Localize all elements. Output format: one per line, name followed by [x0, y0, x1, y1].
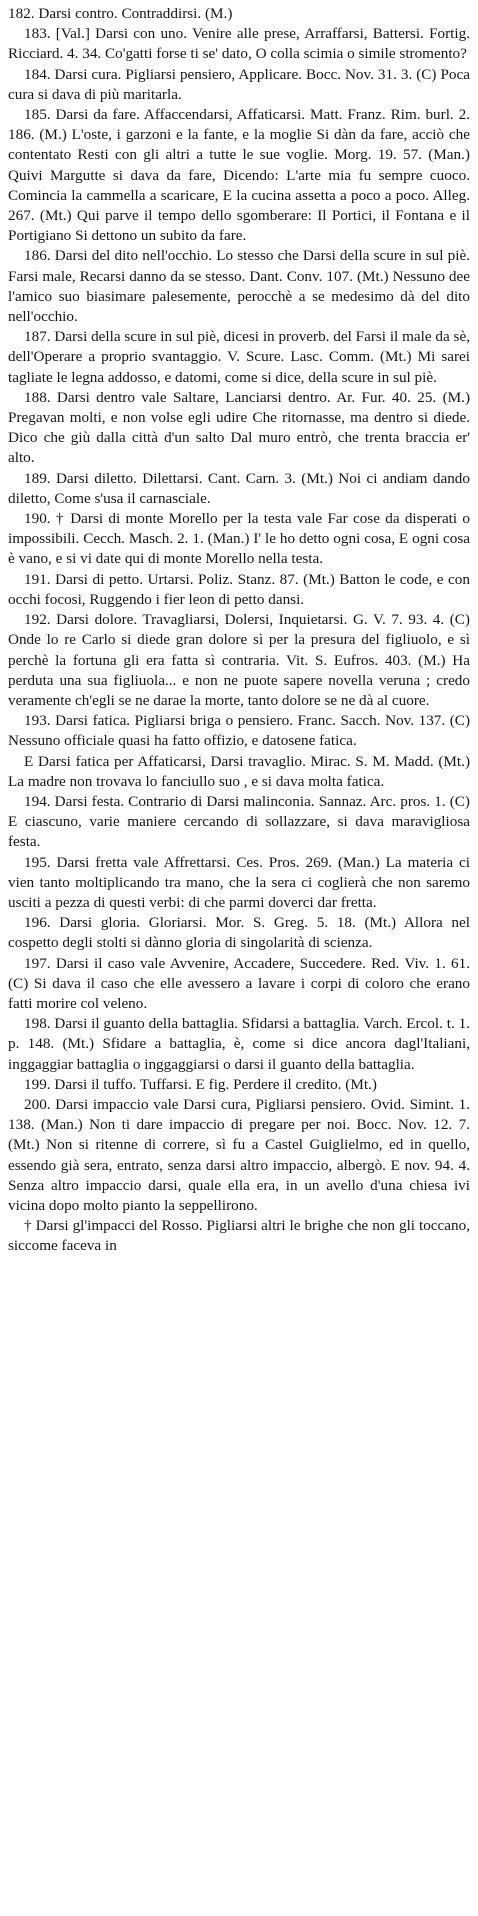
- entry-200-sub: † Darsi gl'impacci del Rosso. Pigliarsi altri le brighe che non gli toccano, siccome faceva in: [8, 1217, 470, 1255]
- entry-197: 197. Darsi il caso vale Avvenire, Accadere, Succedere. Red. Viv. 1. 61. (C) Si dava il caso che elle avessero a lavare i corpi di coloro che erano fatti morire col veleno.: [8, 954, 470, 1012]
- entry-198: 198. Darsi il guanto della battaglia. Sfidarsi a battaglia. Varch. Ercol. t. 1. p. 148. (Mt.) Sfidare a battaglia, è, come si dice ancora dagl'Italiani, inggaggiar battaglia o inggaggiarsi o darsi il guanto della battaglia.: [8, 1015, 470, 1073]
- entry-189: 189. Darsi diletto. Dilettarsi. Cant. Carn. 3. (Mt.) Noi ci andiam dando diletto, Come s'usa il carnasciale.: [8, 469, 470, 507]
- entry-194: 194. Darsi festa. Contrario di Darsi malinconia. Sannaz. Arc. pros. 1. (C) E ciascuno, varie maniere cercando di sollazzare, si dava maravigliosa festa.: [8, 792, 470, 851]
- entry-187: 187. Darsi della scure in sul piè, dicesi in proverb. del Farsi il male da sè, dell'Operare a proprio svantaggio. V. Scure. Lasc. Comm. (Mt.) Mi sarei tagliate le legna addosso, e datomi, come si dice, della scure in sul piè.: [8, 328, 470, 386]
- entry-188: 188. Darsi dentro vale Saltare, Lanciarsi dentro. Ar. Fur. 40. 25. (M.) Pregavan molti, e non volse egli udire Che ritornasse, ma dentro si diede. Dico che giù dalla città d'un salto Dal muro entrò, che trenta braccia er' alto.: [8, 388, 470, 467]
- entry-183: 183. [Val.] Darsi con uno. Venire alle prese, Arraffarsi, Battersi. Fortig. Ricciard. 4. 34. Co'gatti forse ti se' dato, O colla scimia o simile stromento?: [8, 25, 470, 63]
- entry-193-sub: E Darsi fatica per Affaticarsi, Darsi travaglio. Mirac. S. M. Madd. (Mt.) La madre non trovava lo fanciullo suo , e si dava molta fatica.: [8, 752, 470, 790]
- entry-182: 182. Darsi contro. Contraddirsi. (M.): [8, 5, 233, 22]
- entry-186: 186. Darsi del dito nell'occhio. Lo stesso che Darsi della scure in sul piè. Farsi male, Recarsi danno da se stesso. Dant. Conv. 107. (Mt.) Nessuno dee l'amico suo biasimare palesemente, perocchè a se medesimo dà del dito nell'occhio.: [8, 247, 470, 326]
- entry-192: 192. Darsi dolore. Travagliarsi, Dolersi, Inquietarsi. G. V. 7. 93. 4. (C) Onde lo re Carlo si diede gran dolore sì per la presura del figliuolo, e sì perchè la fortuna gli era fatta sì contraria. Vit. S. Eufros. 403. (M.) Ha perduta una sua figliuola... e non ne puote sapere novella veruna ; credo veramente ch'egli se ne darae la morte, tanto dolore se ne dà al cuore.: [8, 611, 470, 709]
- entry-195: 195. Darsi fretta vale Affrettarsi. Ces. Pros. 269. (Man.) La materia ci vien tanto moltiplicando tra mano, che la sera ci coglierà che non saremo usciti a pezza di questi verbi: di che parmi doverci dar fretta.: [8, 853, 470, 911]
- entry-185: 185. Darsi da fare. Affaccendarsi, Affaticarsi. Matt. Franz. Rim. burl. 2. 186. (M.) L'oste, i garzoni e la fante, e la moglie Si dàn da fare, acciò che contentato Resti con gli altri a tutte le sue voglie. Morg. 19. 57. (Man.) Quivi Margutte si dava da fare, Dicendo: L'arte mia fu sempre cuoco. Comincia la cammella a scaricare, E la cucina assetta a poco a poco. Alleg. 267. (Mt.) Qui parve il tempo dello sgomberare: Il Portici, il Fontana e il Portigiano Si dettono un subito da fare.: [8, 106, 470, 245]
- entry-193: 193. Darsi fatica. Pigliarsi briga o pensiero. Franc. Sacch. Nov. 137. (C) Nessuno officiale quasi ha fatto offizio, e datosene fatica.: [8, 712, 470, 750]
- entry-191: 191. Darsi di petto. Urtarsi. Poliz. Stanz. 87. (Mt.) Batton le code, e con occhi focosi, Ruggendo i fier leon di petto dansi.: [8, 570, 470, 608]
- entry-190: 190. † Darsi di monte Morello per la testa vale Far cose da disperati o impossibili. Cecch. Masch. 2. 1. (Man.) I' le ho detto ogni cosa, E ogni cosa è vano, e si vi date qui di monte Morello nella testa.: [8, 510, 470, 568]
- entry-199: 199. Darsi il tuffo. Tuffarsi. E fig. Perdere il credito. (Mt.): [24, 1075, 377, 1093]
- entry-200: 200. Darsi impaccio vale Darsi cura, Pigliarsi pensiero. Ovid. Simint. 1. 138. (Man.) Non ti dare impaccio di pregare per noi. Bocc. Nov. 12. 7. (Mt.) Non si ritenne di correre, sì fu a Castel Guiglielmo, ed in quello, essendo già sera, entrato, senza darsi altro impaccio, albergò. E nov. 94. 4. Senza altro impaccio darsi, quale ella era, in un avello d'una chiesa ivi vicina dopo molto pianto la seppellirono.: [8, 1095, 470, 1214]
- entry-184: 184. Darsi cura. Pigliarsi pensiero, Applicare. Bocc. Nov. 31. 3. (C) Poca cura si dava di più maritarla.: [8, 65, 470, 103]
- entry-196: 196. Darsi gloria. Gloriarsi. Mor. S. Greg. 5. 18. (Mt.) Allora nel cospetto degli stolti si dànno gloria di singolarità di scienza.: [8, 914, 470, 952]
